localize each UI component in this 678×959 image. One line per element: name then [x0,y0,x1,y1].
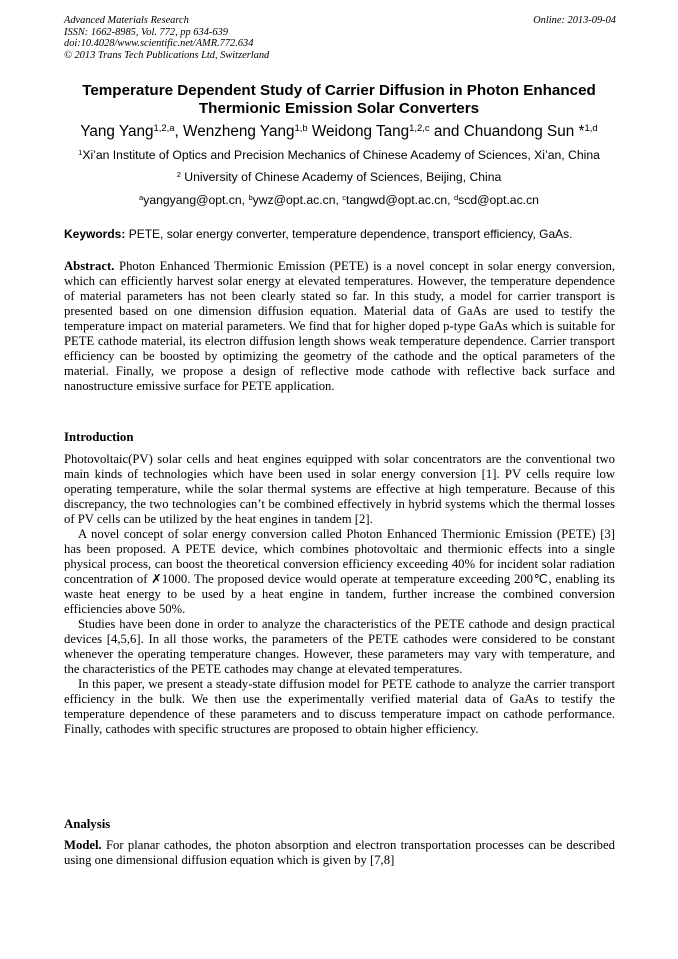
introduction-heading: Introduction [64,430,134,444]
affiliation-mark: 1 [78,147,83,157]
author-name: Wenzheng Yang [183,123,295,140]
abstract [64,259,615,394]
journal-name: Advanced Materials Research [64,15,189,26]
model-text: For planar cathodes, the photon absorption and electron transportation processes can be described using one dimensional diffusion equation which is given by [7,8] [64,838,615,867]
author-separator: and [429,123,464,140]
intro-paragraph-3: Studies have been done in order to analyze the characteristics of the PETE cathode and design practical devices [4,5,6]. In all those works, the parameters of the PETE cathodes were considered to be constant whenever the operating temperature changes. However, these parameters may vary with temperature, and the characteristics of the PETE cathodes may change at elevated temperatures. [64,617,615,676]
affiliation-mark: 2 [176,169,181,179]
author-affiliation-mark: 1,b [294,122,308,134]
online-date: Online: 2013-09-04 [533,15,616,26]
author-affiliation-mark: 1,2,a [153,122,175,134]
author-name: Chuandong Sun * [463,123,585,140]
author-emails [40,193,638,208]
abstract-label: Abstract. [64,259,115,273]
affiliation-text: Xi’an Institute of Optics and Precision Mechanics of Chinese Academy of Sciences, Xi’an, China [82,148,600,162]
journal-header [64,15,616,61]
author-affiliation-mark: 1,2,c [409,122,430,134]
email-mark: b [248,192,253,202]
title-line-1: Temperature Dependent Study of Carrier Diffusion in Photon Enhanced [82,82,596,99]
affiliation-2 [40,170,638,185]
email-link[interactable]: tangwd@opt.ac.cn, [346,193,454,207]
email-link[interactable]: ywz@opt.ac.cn, [252,193,343,207]
intro-paragraph-4: In this paper, we present a steady-state diffusion model for PETE cathode to analyze the carrier transport efficiency in the bulk. We then use the experimentally verified material data of GaAs to testify the temperature dependence of these parameters and to discuss temperature impact on cathode performance. Finally, cathodes with specific structures are proposed to obtain higher efficiency. [64,677,615,736]
author-list [40,123,638,141]
intro-paragraph-2: A novel concept of solar energy conversion called Photon Enhanced Thermionic Emission (PETE) [3] has been proposed. A PETE device, which combines photovoltaic and thermionic effects into a single physical process, can boost the theoretical conversion efficiency exceeding 40% for incident solar radiation concentration of ✗1000. The proposed device would operate at temperature exceeding 200℃, enabling its waste heat energy to be used by a heat engine in tandem, further increase the combined conversion efficiencies above 50%. [64,527,615,616]
author-separator: , [174,123,184,140]
author-affiliation-mark: 1,d [584,122,598,134]
keywords [64,227,616,242]
journal-copyright: © 2013 Trans Tech Publications Ltd, Switzerland [64,49,270,61]
affiliation-text: University of Chinese Academy of Sciences, Beijing, China [180,170,502,184]
intro-paragraph-1: Photovoltaic(PV) solar cells and heat engines equipped with solar concentrators are the conventional two main kinds of technologies which have been used in solar energy conversion [1]. PV cells require low operating temperature, while the solar thermal systems are effective at high temperature. Because of this discrepancy, the two technologies can’t be combined effectively in hybrid systems which the thermal losses of PV cells can be utilized by the heat engines in tandem [2]. [64,452,615,526]
abstract-text: Photon Enhanced Thermionic Emission (PETE) is a novel concept in solar energy conversion, which can efficiently harvest solar energy at elevated temperatures. However, the temperature dependence of material parameters has not been clearly stated so far. In this study, a model for carrier transport is presented based on one dimension diffusion equation. Material data of GaAs are used to testify the temperature impact on material parameters. We find that for higher doped p-type GaAs which is suitable for PETE cathode material, its electron diffusion length shows weak temperature dependence. Carrier transport efficiency can be boosted by optimizing the geometry of the cathode and the optical parameters of the material. Finally, we propose a design of reflective mode cathode with reflective back surface and nanostructure emissive surface for PETE application. [64,259,615,393]
introduction-body [64,452,615,737]
analysis-body [64,838,615,868]
email-link[interactable]: yangyang@opt.cn, [143,193,249,207]
email-mark: c [342,192,347,202]
author-name: Weidong Tang [311,123,410,140]
author-name: Yang Yang [80,123,154,140]
model-label: Model. [64,838,102,852]
title-line-2: Thermionic Emission Solar Converters [198,100,480,117]
journal-doi: doi:10.4028/www.scientific.net/AMR.772.634 [64,38,254,50]
keywords-text: PETE, solar energy converter, temperature dependence, transport efficiency, GaAs. [125,227,573,241]
analysis-heading: Analysis [64,817,111,831]
affiliation-1 [40,148,638,163]
journal-issn: ISSN: 1662-8985, Vol. 772, pp 634-639 [64,26,228,38]
email-mark: a [139,192,144,202]
paper-title [56,82,622,118]
email-mark: d [453,192,459,202]
keywords-label: Keywords: [64,227,126,241]
email-link[interactable]: scd@opt.ac.cn [458,193,539,207]
